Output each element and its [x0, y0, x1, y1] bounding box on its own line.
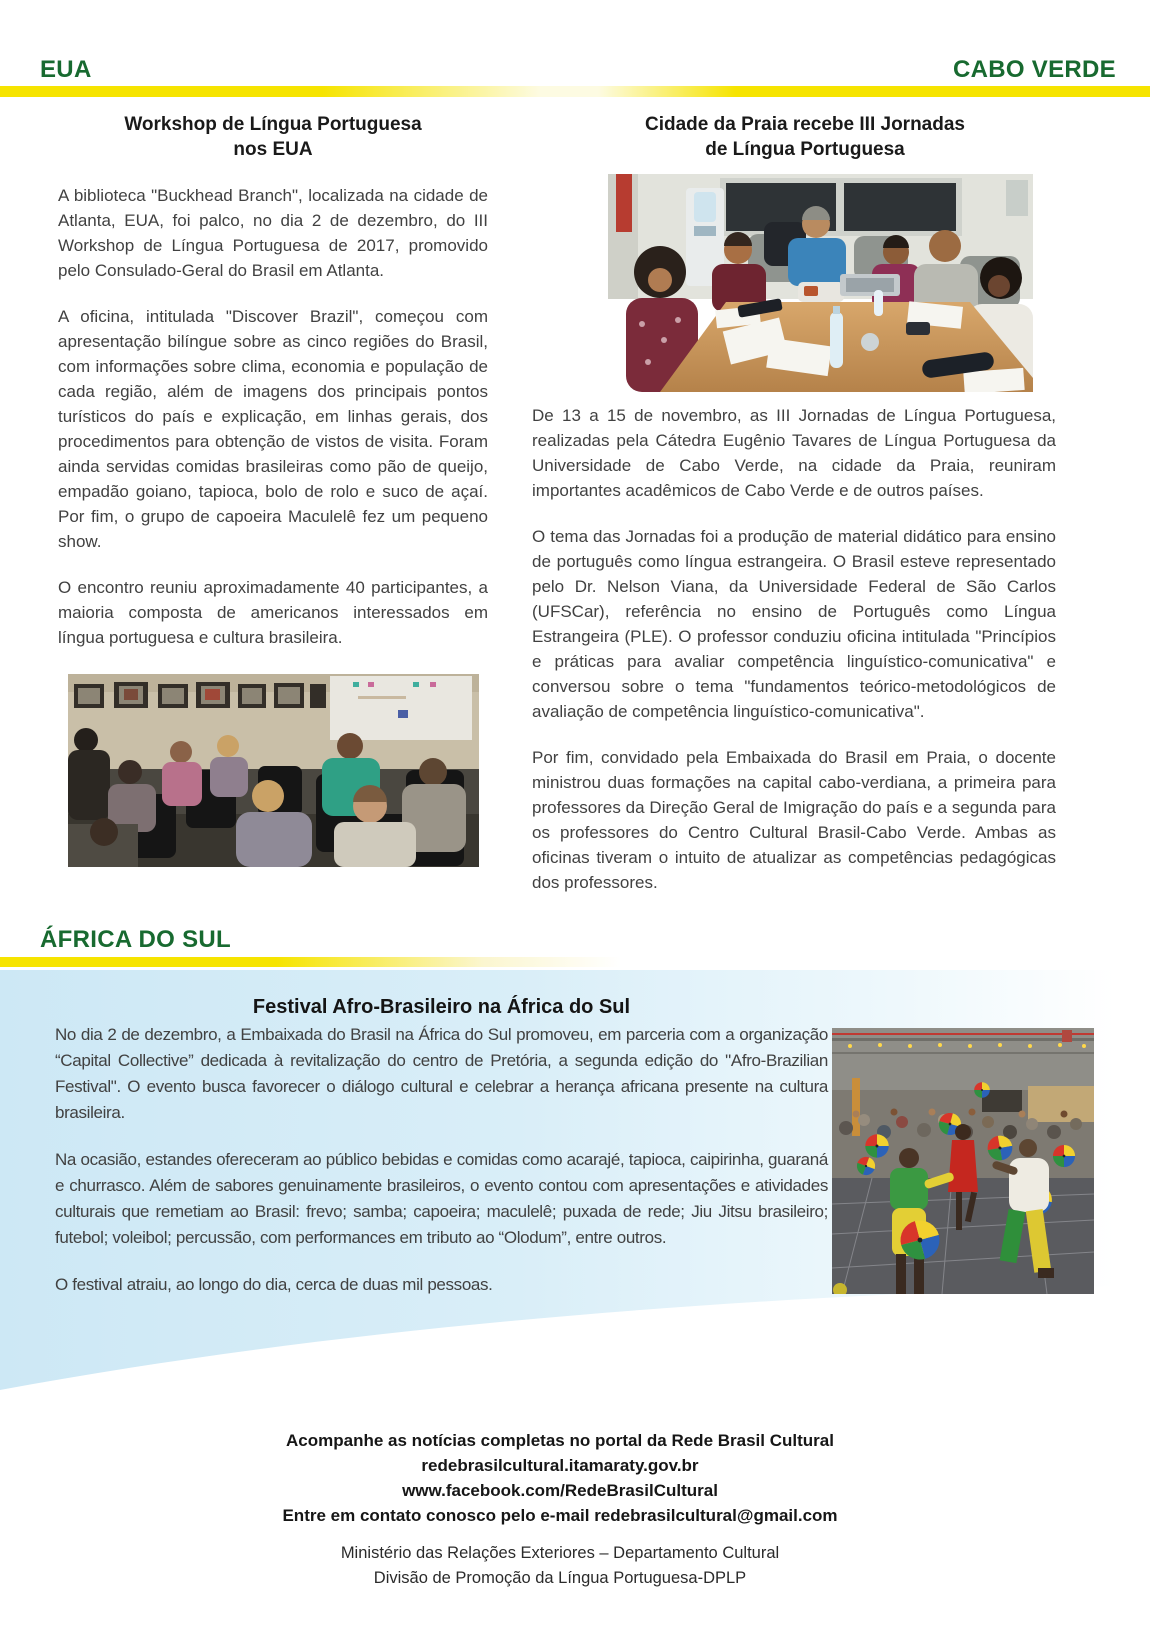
- footer-ministry-line: Ministério das Relações Exteriores – Departamento Cultural: [340, 1544, 780, 1562]
- paragraph: De 13 a 15 de novembro, as III Jornadas de Língua Portuguesa, realizadas pela Cátedra Eugênio Tavares de Língua Portuguesa da Universidade de Cabo Verde, na cidade da Praia, reuniram importantes acadêmicos de Cabo Verde e de outros países.: [532, 406, 1056, 500]
- article-body-africa: [55, 1022, 828, 1319]
- paragraph: Na ocasião, estandes ofereceram ao público bebidas e comidas como acarajé, tapioca, caipirinha, guaraná e churrasco. Além de sabores genuinamente brasileiros, o evento contou com apresentações e atividades culturais que remetiam ao Brasil: frevo; samba; capoeira; maculelê; puxada de rede; Jiu Jitsu brasileiro; futebol; voleibol; percussão, com performances em tributo ao “Olodum”, entre outros.: [55, 1150, 828, 1247]
- jornadas-meeting-photo-art: [608, 174, 1033, 392]
- article-body-eua: [58, 183, 488, 671]
- article-title-eua: [58, 112, 488, 162]
- article-title-line: Workshop de Língua Portuguesa: [124, 114, 422, 135]
- festival-photo-art: [832, 1028, 1094, 1294]
- paragraph: Por fim, convidado pela Embaixada do Brasil em Praia, o docente ministrou duas formações na capital cabo-verdiana, a primeira para professores da Direção Geral de Imigração do país e a segunda para os professores do Centro Cultural Brasil-Cabo Verde. Ambas as oficinas tiveram o intuito de atualizar as competências pedagógicas dos professores.: [532, 748, 1056, 892]
- article-title-cabo-verde: [560, 112, 1050, 162]
- article-title-line: Cidade da Praia recebe III Jornadas: [645, 114, 965, 135]
- article-title-africa: Festival Afro-Brasileiro na África do Sul: [252, 996, 631, 1018]
- footer-facebook-url: www.facebook.com/RedeBrasilCultural: [402, 1481, 718, 1500]
- section-label-eua: EUA: [40, 56, 92, 83]
- paragraph: A biblioteca "Buckhead Branch", localizada na cidade de Atlanta, EUA, foi palco, no dia 2 de dezembro, do III Workshop de Língua Portuguesa de 2017, promovido pelo Consulado-Geral do Brasil em Atlanta.: [58, 186, 488, 280]
- paragraph: No dia 2 de dezembro, a Embaixada do Brasil na África do Sul promoveu, em parceria com a organização “Capital Collective” dedicada à revitalização do centro de Pretória, a segunda edição do "Afro-Brazilian Festival". O evento busca favorecer o diálogo cultural e celebrar a herança africana presente na cultura brasileira.: [55, 1025, 828, 1122]
- yellow-divider-top: [0, 86, 1150, 97]
- footer-contact-block: [0, 1428, 1120, 1528]
- paragraph: O encontro reuniu aproximadamente 40 participantes, a maioria composta de americanos interessados em língua portuguesa e cultura brasileira.: [58, 578, 488, 647]
- article-title-line: nos EUA: [233, 139, 313, 160]
- footer-email-line: Entre em contato conosco pelo e-mail redebrasilcultural@gmail.com: [282, 1506, 838, 1525]
- jornadas-meeting-table-photo: [608, 174, 1033, 392]
- footer-portal-url: redebrasilcultural.itamaraty.gov.br: [421, 1456, 699, 1475]
- yellow-divider-africa: [0, 957, 1150, 967]
- footer-ministry-block: [0, 1541, 1120, 1591]
- paragraph: O tema das Jornadas foi a produção de material didático para ensino de português como língua estrangeira. O Brasil esteve representado pelo Dr. Nelson Viana, da Universidade Federal de São Carlos (UFSCar), referência no ensino de Português como Língua Estrangeira (PLE). O professor conduziu oficina intitulada "Princípios e práticas para avaliar competência linguístico-comunicativa" e conversou sobre o tema "fundamentos teórico-metodológicos de avaliação de competência linguístico-comunicativa".: [532, 527, 1056, 721]
- paragraph: A oficina, intitulada "Discover Brazil", começou com apresentação bilíngue sobre as cinco regiões do Brasil, com informações sobre clima, economia e população de cada região, além de imagens dos principais pontos turísticos do país e explicação, em linhas gerais, dos procedimentos para obtenção de vistos de visita. Foram ainda servidas comidas brasileiras como pão de queijo, empadão goiano, tapioca, bolo de rolo e suco de açaí. Por fim, o grupo de capoeira Maculelê fez um pequeno show.: [58, 307, 488, 551]
- section-label-cabo-verde: CABO VERDE: [952, 56, 1116, 83]
- section-label-africa-do-sul: ÁFRICA DO SUL: [40, 926, 232, 953]
- workshop-audience-photo-art: [68, 674, 479, 867]
- footer-line: Acompanhe as notícias completas no portal da Rede Brasil Cultural: [286, 1431, 834, 1450]
- paragraph: O festival atraiu, ao longo do dia, cerca de duas mil pessoas.: [55, 1275, 493, 1294]
- workshop-audience-photo: [68, 674, 479, 867]
- footer-division-line: Divisão de Promoção da Língua Portuguesa-DPLP: [373, 1569, 747, 1587]
- article-title-line: de Língua Portuguesa: [705, 139, 905, 160]
- festival-dancers-umbrellas-photo: [832, 1028, 1094, 1294]
- article-body-cabo-verde: [532, 403, 1056, 916]
